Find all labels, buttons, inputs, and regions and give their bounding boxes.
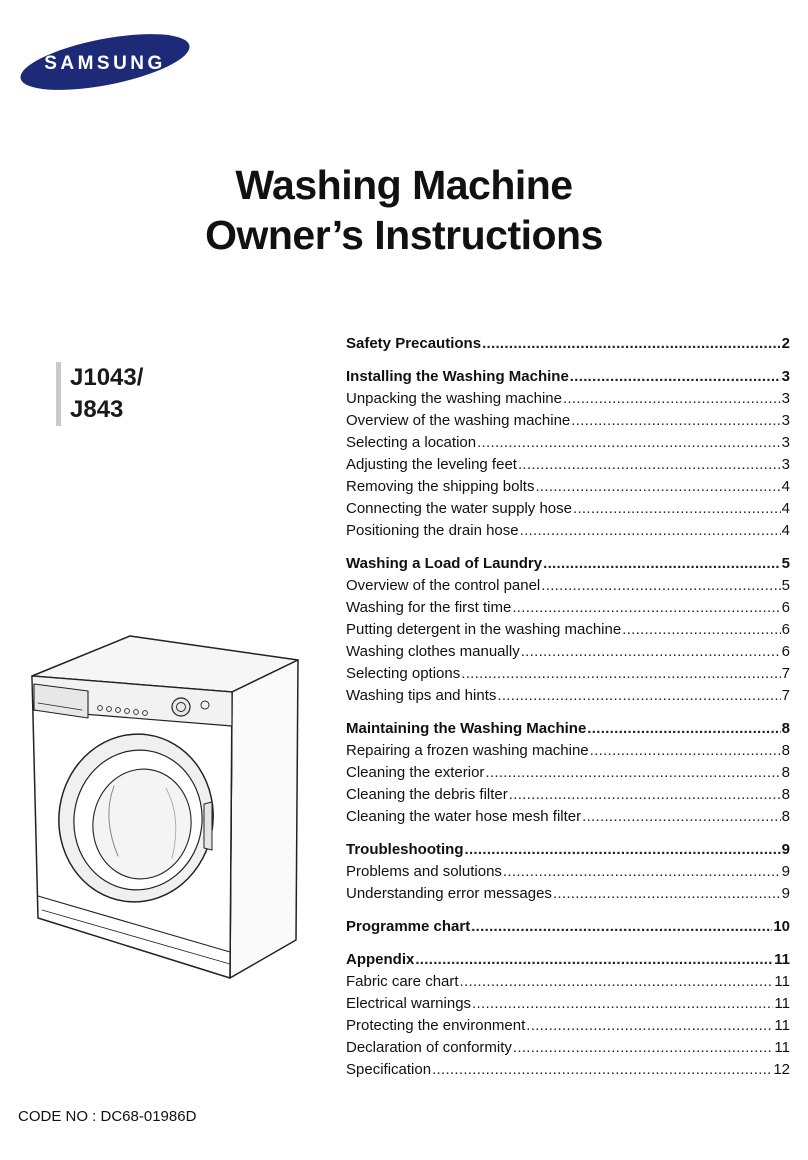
toc-page-number: 11: [774, 1039, 790, 1056]
toc-page-number: 3: [781, 412, 790, 429]
toc-leader-dots: [497, 685, 780, 707]
toc-entry-label: Washing a Load of Laundry: [346, 555, 543, 572]
toc-entry-label: Overview of the control panel: [346, 577, 541, 594]
toc-leader-dots: [526, 1015, 773, 1037]
toc-entry: [346, 432, 790, 454]
toc-entry: [346, 740, 790, 762]
toc-entry-label: Cleaning the debris filter: [346, 786, 508, 803]
toc-entry-label: Selecting options: [346, 665, 461, 682]
toc-page-number: 4: [781, 522, 790, 539]
toc-entry: [346, 993, 790, 1015]
toc-leader-dots: [571, 410, 780, 432]
toc-entry-label: Declaration of conformity: [346, 1039, 512, 1056]
toc-entry: [346, 762, 790, 784]
toc-entry: [346, 575, 790, 597]
toc-page-number: 7: [781, 687, 790, 704]
toc-entry: [346, 619, 790, 641]
toc-entry-label: Cleaning the water hose mesh filter: [346, 808, 582, 825]
toc-section-heading: [346, 366, 790, 388]
toc-section-heading: [346, 949, 790, 971]
toc-page-number: 7: [781, 665, 790, 682]
toc-leader-dots: [503, 861, 781, 883]
toc-entry: [346, 806, 790, 828]
toc-page-number: 8: [781, 720, 790, 737]
toc-section-heading: [346, 718, 790, 740]
toc-leader-dots: [432, 1059, 772, 1081]
toc-entry: [346, 971, 790, 993]
toc-page-number: 3: [781, 368, 790, 385]
toc-entry-label: Understanding error messages: [346, 885, 552, 902]
toc-section: [346, 839, 790, 905]
toc-entry-label: Safety Precautions: [346, 335, 482, 352]
toc-entry-label: Electrical warnings: [346, 995, 472, 1012]
toc-page-number: 8: [781, 764, 790, 781]
model-line-2: J843: [70, 396, 124, 423]
toc-section: [346, 553, 790, 707]
toc-page-number: 6: [781, 599, 790, 616]
toc-page-number: 3: [781, 434, 790, 451]
toc-entry-label: Maintaining the Washing Machine: [346, 720, 587, 737]
toc-entry-label: Adjusting the leveling feet: [346, 456, 517, 473]
toc-page-number: 11: [774, 1017, 790, 1034]
toc-entry-label: Connecting the water supply hose: [346, 500, 572, 517]
toc-entry: [346, 883, 790, 905]
toc-entry: [346, 1059, 790, 1081]
toc-entry-label: Cleaning the exterior: [346, 764, 485, 781]
samsung-logo: [18, 32, 192, 92]
toc-entry: [346, 454, 790, 476]
code-number-text: CODE NO : DC68-01986D: [18, 1108, 197, 1125]
toc-leader-dots: [553, 883, 781, 905]
toc-entry: [346, 520, 790, 542]
toc-leader-dots: [622, 619, 780, 641]
toc-entry: [346, 641, 790, 663]
toc-entry: [346, 498, 790, 520]
toc-entry-label: Installing the Washing Machine: [346, 368, 569, 385]
toc-entry: [346, 861, 790, 883]
toc-page-number: 3: [781, 456, 790, 473]
toc-entry-label: Positioning the drain hose: [346, 522, 519, 539]
toc-entry-label: Washing tips and hints: [346, 687, 497, 704]
toc-section: [346, 949, 790, 1081]
toc-leader-dots: [477, 432, 781, 454]
toc-leader-dots: [482, 333, 781, 355]
toc-entry: [346, 476, 790, 498]
toc-entry-label: Putting detergent in the washing machine: [346, 621, 622, 638]
toc-entry: [346, 784, 790, 806]
toc-page-number: 8: [781, 742, 790, 759]
toc-leader-dots: [415, 949, 773, 971]
toc-leader-dots: [465, 839, 781, 861]
toc-entry-label: Programme chart: [346, 918, 471, 935]
toc-page-number: 2: [781, 335, 790, 352]
toc-entry-label: Protecting the environment: [346, 1017, 526, 1034]
toc-leader-dots: [509, 784, 781, 806]
toc-entry-label: Washing clothes manually: [346, 643, 520, 660]
toc-leader-dots: [520, 520, 781, 542]
toc-entry-label: Repairing a frozen washing machine: [346, 742, 589, 759]
toc-entry: [346, 1015, 790, 1037]
toc-page-number: 11: [774, 973, 790, 990]
toc-section-heading: [346, 553, 790, 575]
toc-page-number: 5: [781, 555, 790, 572]
toc-section-heading: [346, 333, 790, 355]
model-line-1: J1043/: [70, 364, 144, 391]
toc-page-number: 10: [773, 918, 790, 935]
toc-section: [346, 333, 790, 355]
toc-leader-dots: [543, 553, 781, 575]
toc-leader-dots: [471, 916, 772, 938]
toc-page-number: 8: [781, 786, 790, 803]
samsung-logo-text: SAMSUNG: [44, 53, 166, 74]
toc-section: [346, 916, 790, 938]
toc-entry-label: Specification: [346, 1061, 432, 1078]
toc-leader-dots: [485, 762, 780, 784]
toc-page-number: 6: [781, 621, 790, 638]
document-title: [0, 160, 808, 260]
toc-entry-label: Appendix: [346, 951, 415, 968]
toc-leader-dots: [513, 1037, 774, 1059]
toc-leader-dots: [590, 740, 781, 762]
toc-entry-label: Troubleshooting: [346, 841, 464, 858]
code-number: [18, 1108, 196, 1125]
toc-page-number: 4: [781, 478, 790, 495]
toc-entry: [346, 663, 790, 685]
toc-leader-dots: [460, 971, 774, 993]
toc-page-number: 5: [781, 577, 790, 594]
table-of-contents: [346, 333, 790, 1092]
toc-entry-label: Overview of the washing machine: [346, 412, 571, 429]
toc-entry-label: Washing for the first time: [346, 599, 512, 616]
toc-page-number: 9: [781, 885, 790, 902]
toc-page-number: 4: [781, 500, 790, 517]
toc-section-heading: [346, 839, 790, 861]
toc-leader-dots: [521, 641, 781, 663]
toc-entry: [346, 685, 790, 707]
model-number: [56, 362, 143, 426]
toc-page-number: 12: [773, 1061, 790, 1078]
toc-entry-label: Removing the shipping bolts: [346, 478, 535, 495]
title-line-2: Owner’s Instructions: [205, 212, 603, 258]
toc-leader-dots: [573, 498, 781, 520]
toc-leader-dots: [563, 388, 781, 410]
toc-leader-dots: [472, 993, 773, 1015]
toc-leader-dots: [570, 366, 781, 388]
toc-entry: [346, 597, 790, 619]
toc-leader-dots: [461, 663, 780, 685]
toc-leader-dots: [518, 454, 781, 476]
samsung-logo-graphic: [18, 32, 192, 92]
toc-entry: [346, 1037, 790, 1059]
toc-page-number: 11: [774, 995, 790, 1012]
toc-entry-label: Unpacking the washing machine: [346, 390, 562, 407]
toc-entry-label: Selecting a location: [346, 434, 477, 451]
toc-leader-dots: [541, 575, 780, 597]
toc-page-number: 8: [781, 808, 790, 825]
toc-page-number: 11: [774, 951, 790, 968]
toc-entry: [346, 410, 790, 432]
toc-entry-label: Problems and solutions: [346, 863, 502, 880]
toc-page-number: 3: [781, 390, 790, 407]
toc-leader-dots: [582, 806, 781, 828]
toc-leader-dots: [512, 597, 780, 619]
washing-machine-illustration: [26, 618, 304, 988]
toc-entry: [346, 388, 790, 410]
title-line-1: Washing Machine: [235, 162, 573, 208]
toc-entry-label: Fabric care chart: [346, 973, 459, 990]
toc-page-number: 9: [781, 863, 790, 880]
toc-section-heading: [346, 916, 790, 938]
toc-page-number: 9: [781, 841, 790, 858]
toc-section: [346, 366, 790, 542]
toc-section: [346, 718, 790, 828]
washing-machine-icon: [26, 618, 304, 988]
toc-page-number: 6: [781, 643, 790, 660]
toc-leader-dots: [535, 476, 780, 498]
toc-leader-dots: [587, 718, 780, 740]
